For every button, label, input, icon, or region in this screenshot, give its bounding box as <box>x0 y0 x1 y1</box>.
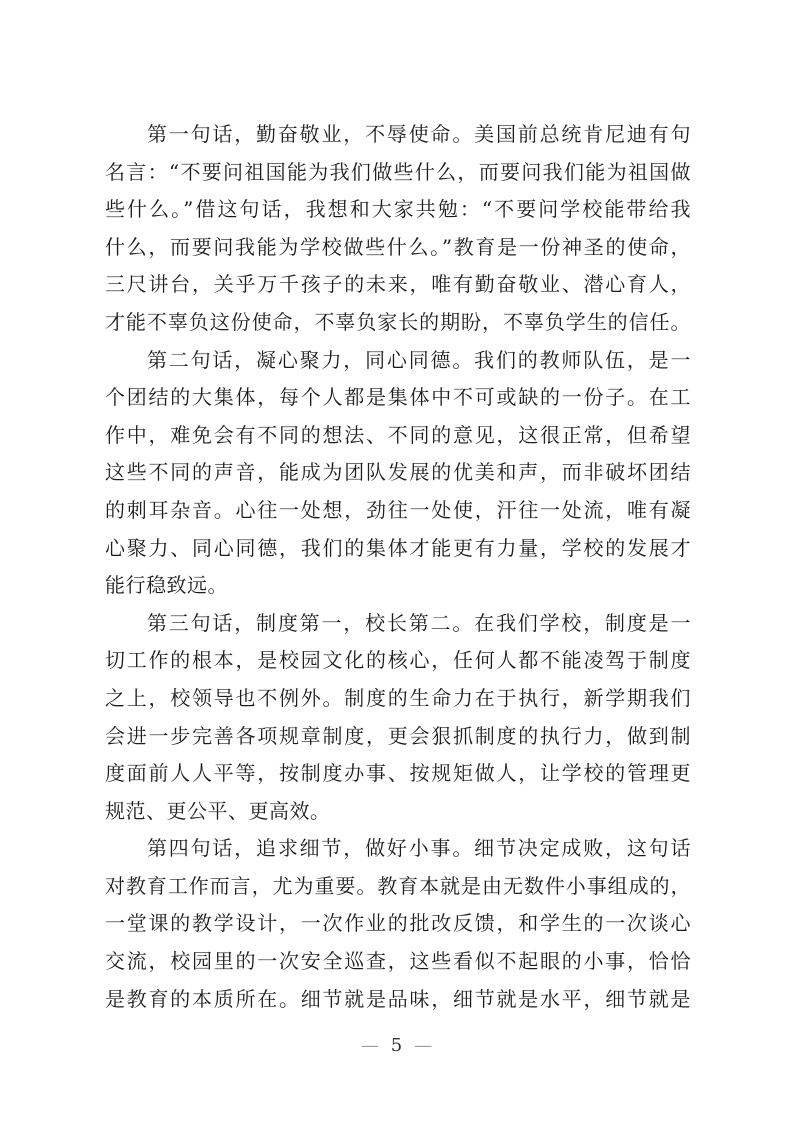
paragraph-2 <box>105 342 691 605</box>
text-line: 切工作的根本，是校园文化的核心，任何人都不能凌驾于制度 <box>105 648 691 673</box>
text-line: 这些不同的声音，能成为团队发展的优美和声，而非破坏团结 <box>105 460 691 485</box>
text-line: 之上，校领导也不例外。制度的生命力在于执行，新学期我们 <box>105 685 691 710</box>
text-line: 什么，而要问我能为学校做些什么。”教育是一份神圣的使命， <box>105 234 691 259</box>
paragraph-3 <box>105 605 691 831</box>
text-line: 一堂课的教学设计，一次作业的批改反馈，和学生的一次谈心 <box>105 911 691 936</box>
text-line: 作中，难免会有不同的想法、不同的意见，这很正常，但希望 <box>105 422 691 447</box>
text-line: 名言：“不要问祖国能为我们做些什么，而要问我们能为祖国做 <box>105 159 691 184</box>
text-line: 交流，校园里的一次安全巡查，这些看似不起眼的小事，恰恰 <box>105 949 691 974</box>
text-line: 对教育工作而言，尤为重要。教育本就是由无数件小事组成的， <box>105 873 691 898</box>
text-line: 第二句话，凝心聚力，同心同德。我们的教师队伍，是一 <box>147 347 691 372</box>
text-line: 度面前人人平等，按制度办事、按规矩做人，让学校的管理更 <box>105 761 691 786</box>
text-line: 规范、更公平、更高效。 <box>105 798 331 823</box>
page-footer <box>0 1033 793 1059</box>
page-number: 5 <box>390 1035 403 1056</box>
text-line: 第四句话，追求细节，做好小事。细节决定成败，这句话 <box>147 836 691 861</box>
text-line: 心聚力、同心同德，我们的集体才能更有力量，学校的发展才 <box>105 535 691 560</box>
document-body <box>105 116 691 1018</box>
paragraph-1 <box>105 116 691 342</box>
text-line: 是教育的本质所在。细节就是品味，细节就是水平，细节就是 <box>105 986 691 1011</box>
text-line: 会进一步完善各项规章制度，更会狠抓制度的执行力，做到制 <box>105 723 691 748</box>
text-line: 个团结的大集体，每个人都是集体中不可或缺的一份子。在工 <box>105 385 691 410</box>
text-line: 些什么。”借这句话，我想和大家共勉：“不要问学校能带给我 <box>105 197 691 222</box>
text-line: 才能不辜负这份使命，不辜负家长的期盼，不辜负学生的信任。 <box>105 309 691 334</box>
paragraph-4 <box>105 830 691 1018</box>
text-line: 第三句话，制度第一，校长第二。在我们学校，制度是一 <box>147 610 691 635</box>
text-line: 三尺讲台，关乎万千孩子的未来，唯有勤奋敬业、潜心育人， <box>105 272 691 297</box>
footer-dash-right: — <box>414 1035 433 1056</box>
text-line: 能行稳致远。 <box>105 573 228 598</box>
text-line: 第一句话，勤奋敬业，不辱使命。美国前总统肯尼迪有句 <box>147 122 691 146</box>
text-line: 的刺耳杂音。心往一处想，劲往一处使，汗往一处流，唯有凝 <box>105 497 691 522</box>
footer-dash-left: — <box>360 1035 379 1056</box>
